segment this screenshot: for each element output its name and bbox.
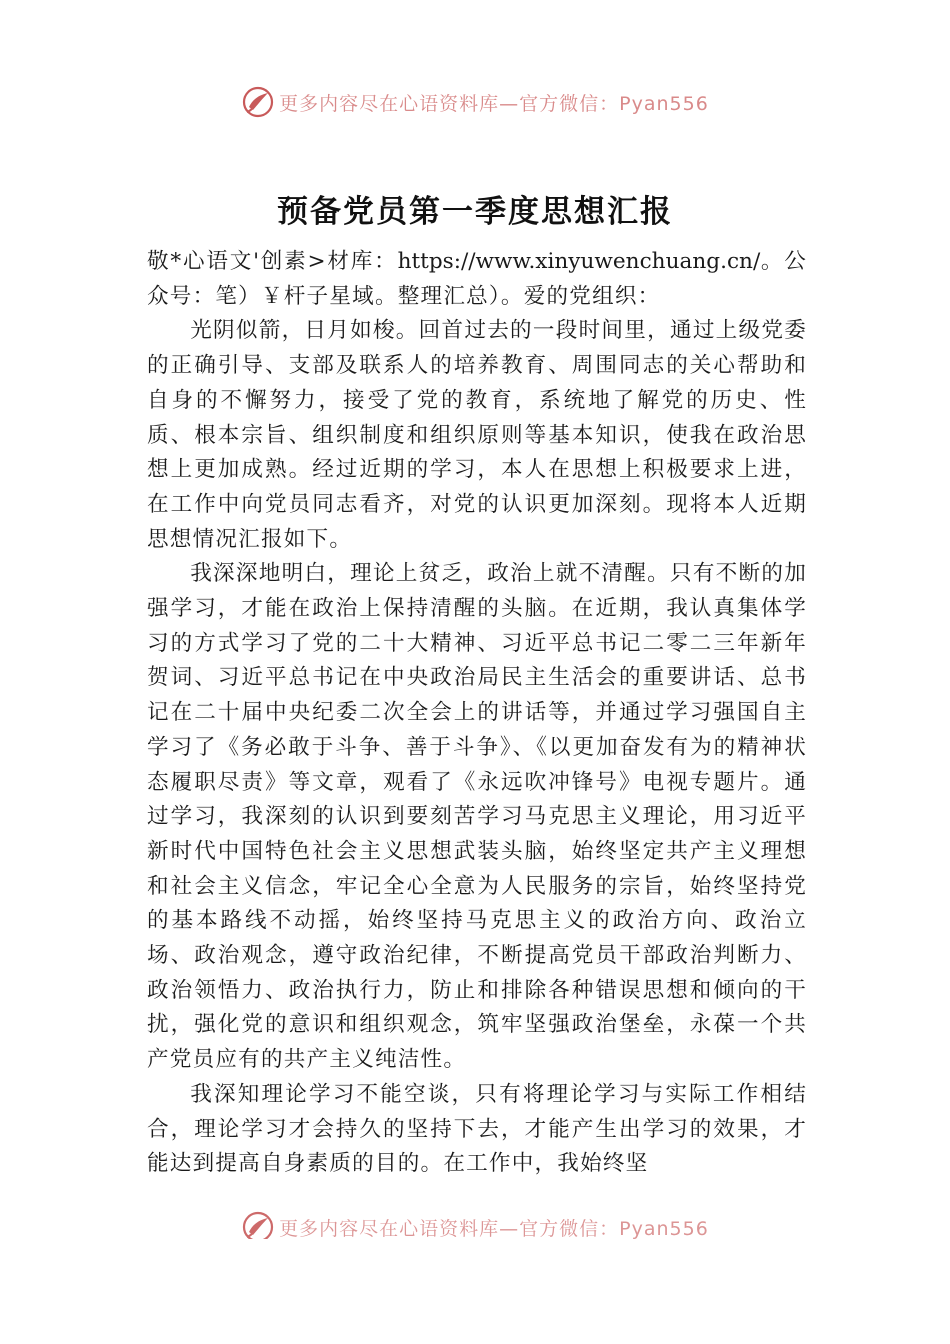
intro-paragraph: [147, 245, 807, 314]
body-paragraph-1: 光阴似箭，日月如梭。回首过去的一段时间里，通过上级党委的正确引导、支部及联系人的培养教育、周围同志的关心帮助和自身的不懈努力，接受了党的教育，系统地了解党的历史、性质、根本宗旨、组织制度和组织原则等基本知识，使我在政治思想上更加成熟。经过近期的学习，本人在思想上积极要求上进，在工作中向党员同志看齐，对党的认识更加深刻。现将本人近期思想情况汇报如下。: [147, 318, 807, 552]
intro-text-after-url: 。公众号：笔）￥杆子星域。整理汇总）。爱的党组织：: [147, 249, 807, 309]
body-paragraph-2: 我深深地明白，理论上贫乏，政治上就不清醒。只有不断的加强学习，才能在政治上保持清醒的头脑。在近期，我认真集体学习的方式学习了党的二十大精神、习近平总书记二零二三年新年贺词、习近平总书记在中央政治局民主生活会的重要讲话、总书记在二十届中央纪委二次全会上的讲话等，并通过学习强国自主学习了《务必敢于斗争、善于斗争》、《以更加奋发有为的精神状态履职尽责》等文章，观看了《永远吹冲锋号》电视专题片。通过学习，我深刻的认识到要刻苦学习马克思主义理论，用习近平新时代中国特色社会主义思想武装头脑，始终坚定共产主义理想和社会主义信念，牢记全心全意为人民服务的宗旨，始终坚持党的基本路线不动摇，始终坚持马克思主义的政治方向、政治立场、政治观念，遵守政治纪律，不断提高党员干部政治判断力、政治领悟力、政治执行力，防止和排除各种错误思想和倾向的干扰，强化党的意识和组织观念，筑牢坚强政治堡垒，永葆一个共产党员应有的共产主义纯洁性。: [147, 561, 807, 1073]
intro-url: https://www.xinyuwenchuang.cn/: [397, 249, 761, 274]
watermark-text: 更多内容尽在心语资料库—官方微信：Pyan556: [279, 92, 709, 115]
watermark-text: 更多内容尽在心语资料库—官方微信：Pyan556: [279, 1217, 709, 1239]
footer-watermark: [0, 1203, 950, 1239]
document-body: [147, 245, 807, 1220]
intro-text-before-url: 敬*心语文'创素>材库：: [147, 249, 398, 274]
header-watermark: [0, 82, 950, 122]
brush-logo-icon: [241, 85, 275, 119]
body-paragraph-3: 我深知理论学习不能空谈，只有将理论学习与实际工作相结合，理论学习才会持久的坚持下去，才能产生出学习的效果，才能达到提高自身素质的目的。在工作中，我始终坚: [147, 1081, 807, 1177]
brush-logo-icon: [241, 1210, 275, 1239]
document-title: 预备党员第一季度思想汇报: [277, 194, 673, 230]
